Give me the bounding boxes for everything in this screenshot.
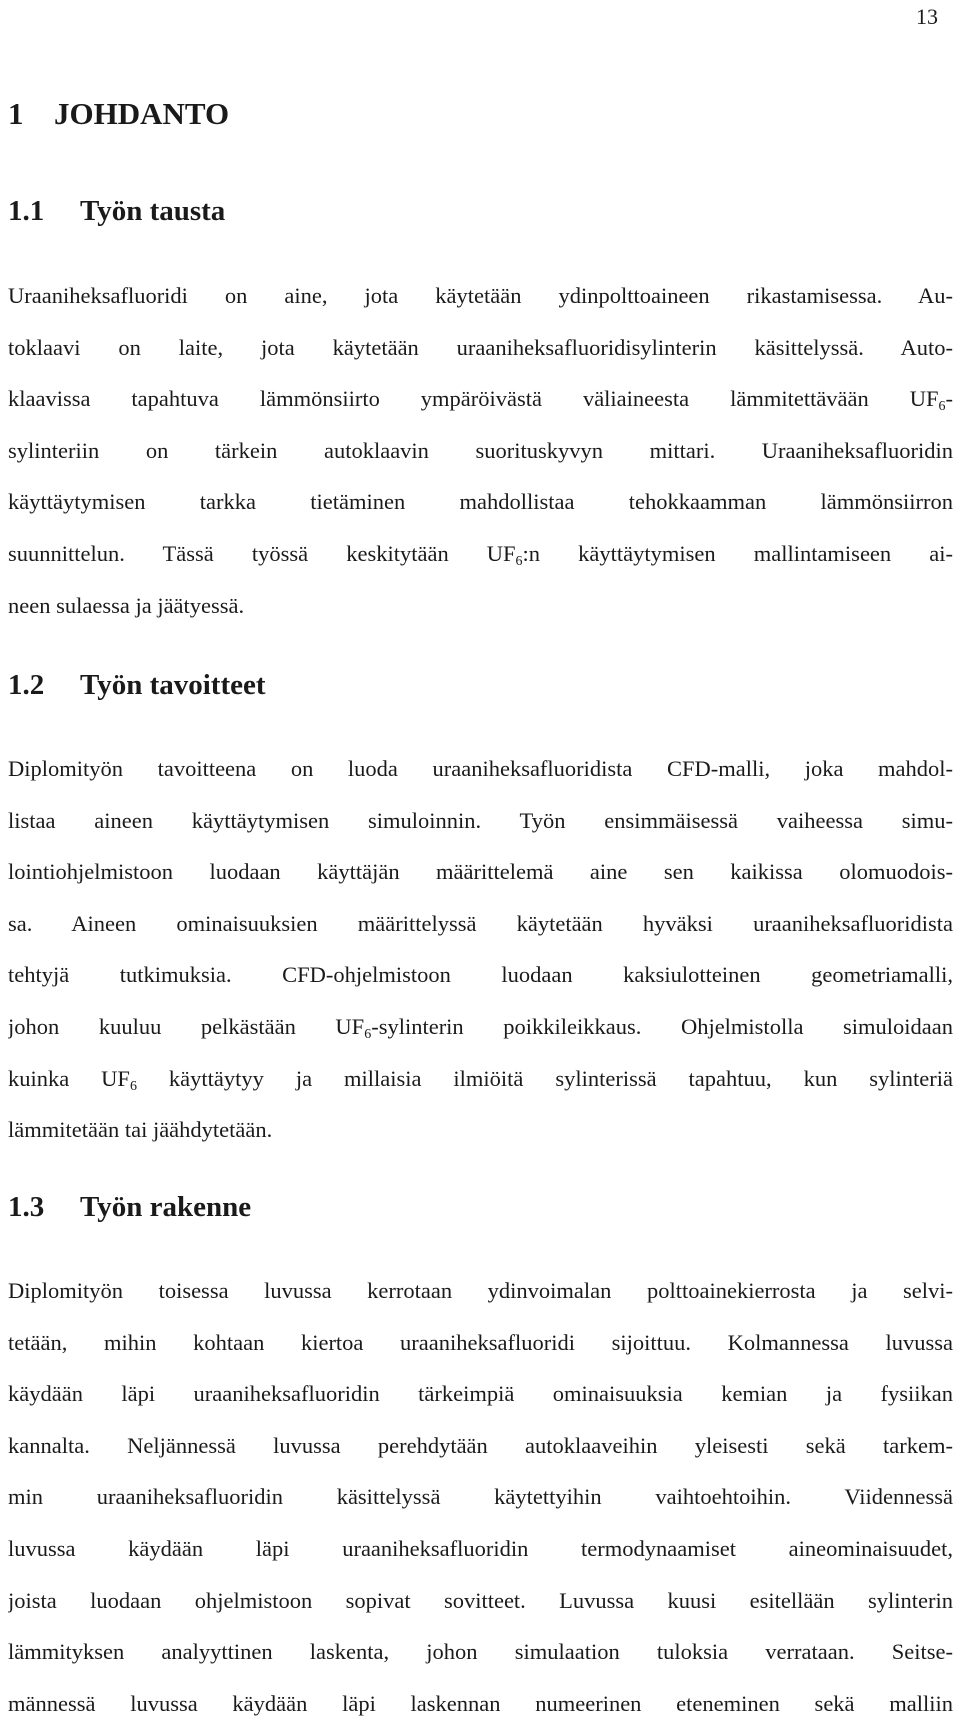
text-line: lointiohjelmistoon luodaan käyttäjän määrittelemä aine sen kaikissa olomuodois- bbox=[8, 859, 953, 885]
section-number: 1.3 bbox=[8, 1191, 45, 1223]
text-line: kannalta. Neljännessä luvussa perehdytään autoklaaveihin yleisesti sekä tarkem- bbox=[8, 1432, 953, 1458]
text-segment: johon kuuluu pelkästään UF bbox=[8, 1013, 365, 1039]
chapter-number: 1 bbox=[8, 96, 24, 131]
text-segment: klaavissa tapahtuva lämmönsiirto ympäröivästä väliaineesta lämmitettävään UF bbox=[8, 386, 939, 412]
text-line: tetään, mihin kohtaan kiertoa uraaniheksafluoridi sijoittuu. Kolmannessa luvussa bbox=[8, 1329, 953, 1355]
text-segment: - bbox=[945, 386, 953, 412]
text-line: toklaavi on laite, jota käytetään uraaniheksafluoridisylinterin käsittelyssä. Auto- bbox=[8, 334, 953, 360]
page-number: 13 bbox=[916, 4, 938, 29]
subscript: 6 bbox=[515, 553, 523, 569]
text-segment: :n käyttäytymisen mallintamiseen ai- bbox=[522, 540, 953, 566]
text-line: listaa aineen käyttäytymisen simuloinnin. Työn ensimmäisessä vaiheessa simu- bbox=[8, 807, 953, 833]
text-line: neen sulaessa ja jäätyessä. bbox=[8, 592, 245, 618]
text-line: min uraaniheksafluoridin käsittelyssä käytettyihin vaihtoehtoihin. Viidennessä bbox=[8, 1484, 953, 1510]
text-line bbox=[8, 528, 953, 580]
text-line bbox=[8, 1001, 953, 1053]
text-line: Uraaniheksafluoridi on aine, jota käytetään ydinpolttoaineen rikastamisessa. Au- bbox=[8, 283, 953, 308]
text-line: sylinteriin on tärkein autoklaavin suorituskyvyn mittari. Uraaniheksafluoridin bbox=[8, 437, 953, 463]
text-line: männessä luvussa käydään läpi laskennan numeerinen eteneminen sekä malliin bbox=[8, 1690, 953, 1716]
text-line bbox=[8, 373, 953, 425]
text-line: käydään läpi uraaniheksafluoridin tärkeimpiä ominaisuuksia kemian ja fysiikan bbox=[8, 1381, 953, 1407]
text-line: lämmitetään tai jäähdytetään. bbox=[8, 1117, 273, 1143]
chapter-heading bbox=[8, 96, 229, 132]
text-segment: suunnittelun. Tässä työssä keskitytään UF bbox=[8, 540, 516, 566]
text-line: luvussa käydään läpi uraaniheksafluoridin termodynaamiset aineominaisuudet, bbox=[8, 1535, 953, 1561]
text-line: Diplomityön tavoitteena on luoda uraaniheksafluoridista CFD-malli, joka mahdol- bbox=[8, 756, 953, 781]
section-heading-rakenne bbox=[8, 1191, 251, 1224]
paragraph-tavoitteet bbox=[8, 743, 953, 1156]
chapter-title: JOHDANTO bbox=[54, 96, 230, 131]
text-segment: -sylinterin poikkileikkaus. Ohjelmistolla simuloidaan bbox=[371, 1013, 953, 1039]
subscript: 6 bbox=[129, 1078, 137, 1094]
paragraph-tausta bbox=[8, 270, 953, 631]
subscript: 6 bbox=[364, 1026, 372, 1042]
paragraph-rakenne bbox=[8, 1265, 953, 1729]
section-number: 1.1 bbox=[8, 195, 45, 227]
text-line: sa. Aineen ominaisuuksien määrittelyssä käytetään hyväksi uraaniheksafluoridista bbox=[8, 910, 953, 936]
text-line: Diplomityön toisessa luvussa kerrotaan ydinvoimalan polttoainekierrosta ja selvi- bbox=[8, 1278, 953, 1303]
subscript: 6 bbox=[938, 399, 946, 415]
section-title: Työn tavoitteet bbox=[80, 669, 266, 701]
text-line: joista luodaan ohjelmistoon sopivat sovitteet. Luvussa kuusi esitellään sylinterin bbox=[8, 1587, 953, 1613]
text-segment: käyttäytyy ja millaisia ilmiöitä sylinterissä tapahtuu, kun sylinteriä bbox=[136, 1065, 953, 1091]
section-heading-tausta bbox=[8, 195, 225, 228]
section-heading-tavoitteet bbox=[8, 669, 266, 702]
text-line bbox=[8, 1053, 953, 1105]
text-line: käyttäytymisen tarkka tietäminen mahdollistaa tehokkaamman lämmönsiirron bbox=[8, 489, 953, 515]
text-line: lämmityksen analyyttinen laskenta, johon simulaation tuloksia verrataan. Seitse- bbox=[8, 1639, 953, 1665]
text-line: tehtyjä tutkimuksia. CFD-ohjelmistoon luodaan kaksiulotteinen geometriamalli, bbox=[8, 962, 953, 988]
section-number: 1.2 bbox=[8, 669, 45, 701]
section-title: Työn tausta bbox=[80, 195, 226, 227]
section-title: Työn rakenne bbox=[80, 1191, 252, 1223]
text-segment: kuinka UF bbox=[8, 1065, 130, 1091]
